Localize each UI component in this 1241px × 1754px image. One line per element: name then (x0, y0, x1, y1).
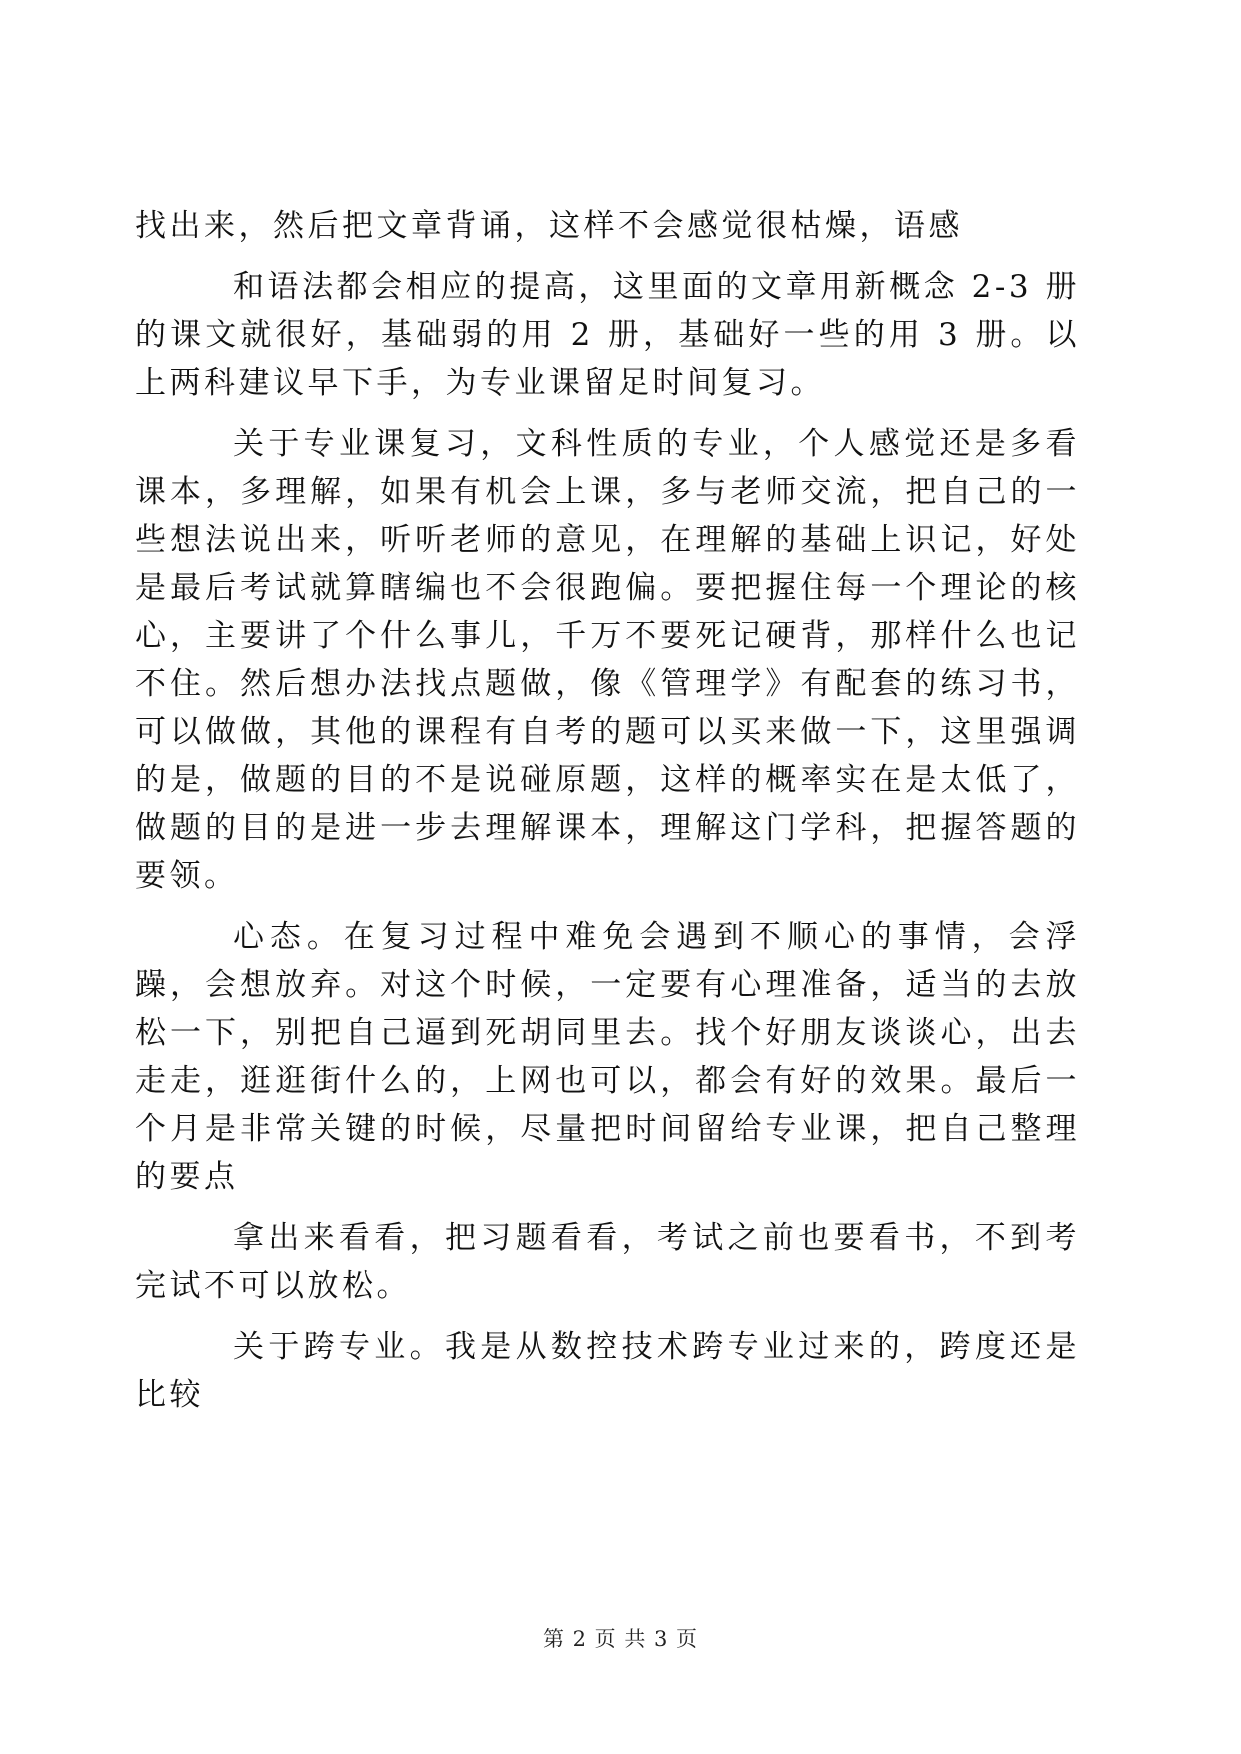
paragraph-3: 关于专业课复习，文科性质的专业，个人感觉还是多看课本，多理解，如果有机会上课，多与老师交流，把自己的一些想法说出来，听听老师的意见，在理解的基础上识记，好处是最后考试就算瞎编也不会很跑偏。要把握住每一个理论的核心，主要讲了个什么事儿，千万不要死记硬背，那样什么也记不住。然后想办法找点题做，像《管理学》有配套的练习书，可以做做，其他的课程有自考的题可以买来做一下，这里强调的是，做题的目的不是说碰原题，这样的概率实在是太低了，做题的目的是进一步去理解课本，理解这门学科，把握答题的要领。 (135, 426, 1080, 894)
paragraph-4: 心态。在复习过程中难免会遇到不顺心的事情，会浮躁，会想放弃。对这个时候，一定要有心理准备，适当的去放松一下，别把自己逼到死胡同里去。找个好朋友谈谈心，出去走走，逛逛街什么的，上网也可以，都会有好的效果。最后一个月是非常关键的时候，尽量把时间留给专业课，把自己整理的要点 (135, 919, 1080, 1195)
paragraph-1: 找出来，然后把文章背诵，这样不会感觉很枯燥，语感 (135, 208, 963, 244)
paragraph-6: 关于跨专业。我是从数控技术跨专业过来的，跨度还是比较 (135, 1329, 1080, 1413)
paragraph-5: 拿出来看看，把习题看看，考试之前也要看书，不到考完试不可以放松。 (135, 1220, 1080, 1304)
document-body (135, 202, 1080, 1432)
paragraph-2: 和语法都会相应的提高，这里面的文章用新概念 2-3 册的课文就很好，基础弱的用 2 册，基础好一些的用 3 册。以上两科建议早下手，为专业课留足时间复习。 (135, 269, 1080, 401)
page-footer: 第 2 页 共 3 页 (542, 1627, 699, 1651)
